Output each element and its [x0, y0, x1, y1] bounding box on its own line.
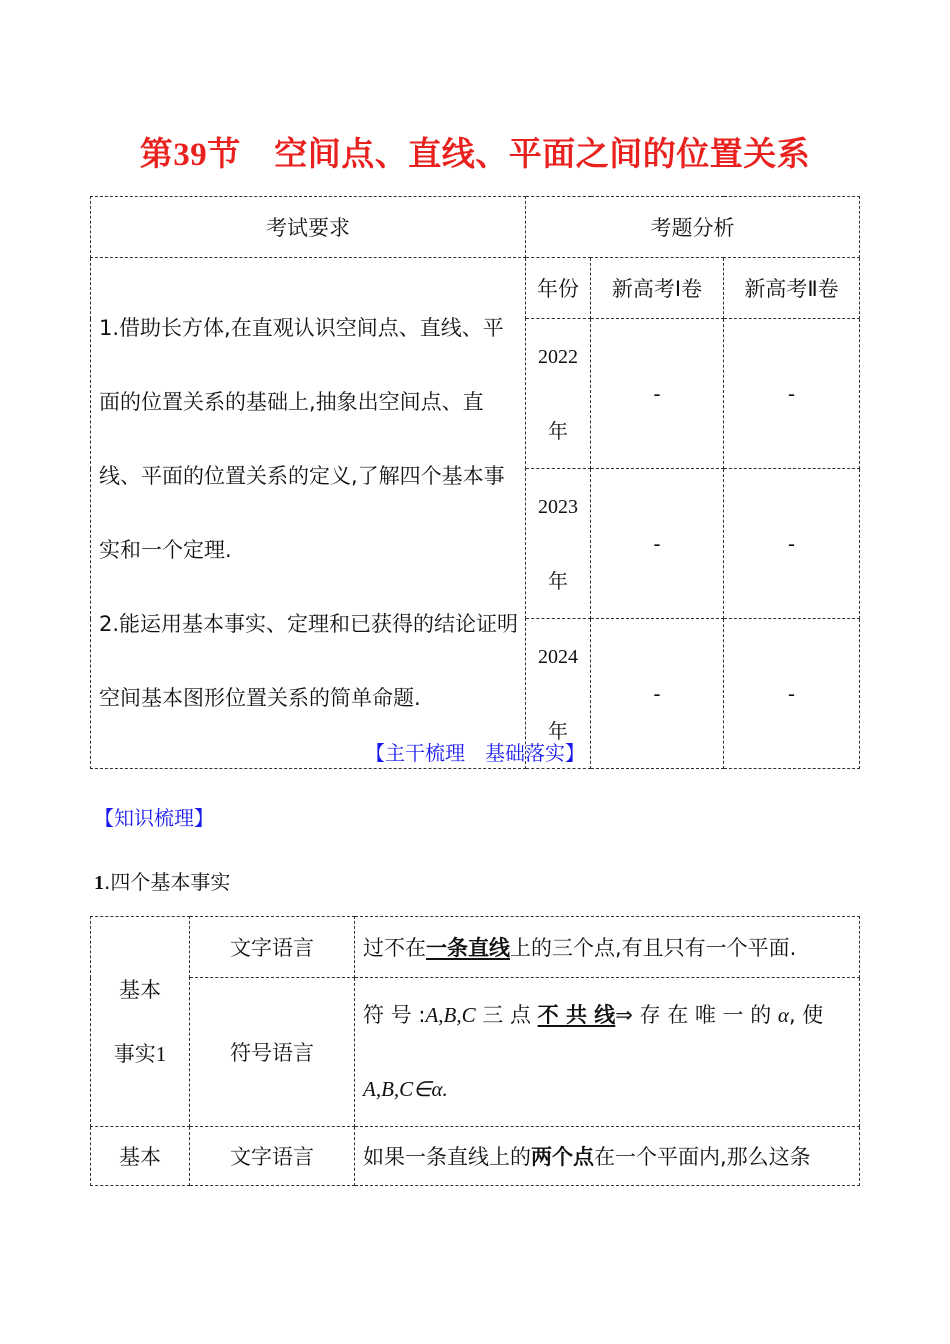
- table-cell: -: [591, 619, 724, 769]
- table-cell: -: [591, 319, 724, 469]
- sub-header-year: 年份: [526, 258, 591, 319]
- col-header-analysis: 考题分析: [526, 197, 860, 258]
- text-language-label: 文字语言: [190, 917, 355, 978]
- requirement-item: 2.能运用基本事实、定理和已获得的结论证明空间基本图形位置关系的简单命题.: [99, 612, 519, 710]
- item-heading: 1.四个基本事实: [94, 870, 231, 894]
- fact1-label: 基本 事实1: [91, 917, 190, 1127]
- table-cell: -: [724, 469, 860, 619]
- knowledge-heading: 【知识梳理】: [94, 806, 214, 830]
- requirement-item: 1.借助长方体,在直观认识空间点、直线、平面的位置关系的基础上,抽象出空间点、直线、平面的位置关系的定义,了解四个基本事实和一个定理.: [99, 316, 505, 562]
- col-header-requirements: 考试要求: [91, 197, 526, 258]
- requirements-cell: [91, 258, 526, 769]
- page-title: 第39节 空间点、直线、平面之间的位置关系: [139, 134, 811, 173]
- year-cell: 2022 年: [526, 319, 591, 469]
- fact1-symbol: 符 号 :A,B,C 三 点 不 共 线⇒ 存 在 唯 一 的 α, 使 A,B,C∈α.: [355, 978, 860, 1127]
- exam-analysis-table: [90, 196, 860, 769]
- table-cell: -: [591, 469, 724, 619]
- text-language-label: 文字语言: [190, 1127, 355, 1186]
- sub-header-paper1: 新高考Ⅰ卷: [591, 258, 724, 319]
- year-cell: 2023 年: [526, 469, 591, 619]
- fact2-text: 如果一条直线上的两个点在一个平面内,那么这条: [355, 1127, 860, 1186]
- basic-facts-table: [90, 916, 860, 1186]
- table-cell: -: [724, 619, 860, 769]
- symbol-language-label: 符号语言: [190, 978, 355, 1127]
- sub-header-paper2: 新高考Ⅱ卷: [724, 258, 860, 319]
- fact1-text: 过不在一条直线上的三个点,有且只有一个平面.: [355, 917, 860, 978]
- year-cell: 2024 年: [526, 619, 591, 769]
- fact2-label: 基本: [91, 1127, 190, 1186]
- section-heading: 【主干梳理 基础落实】: [365, 741, 585, 765]
- table-cell: -: [724, 319, 860, 469]
